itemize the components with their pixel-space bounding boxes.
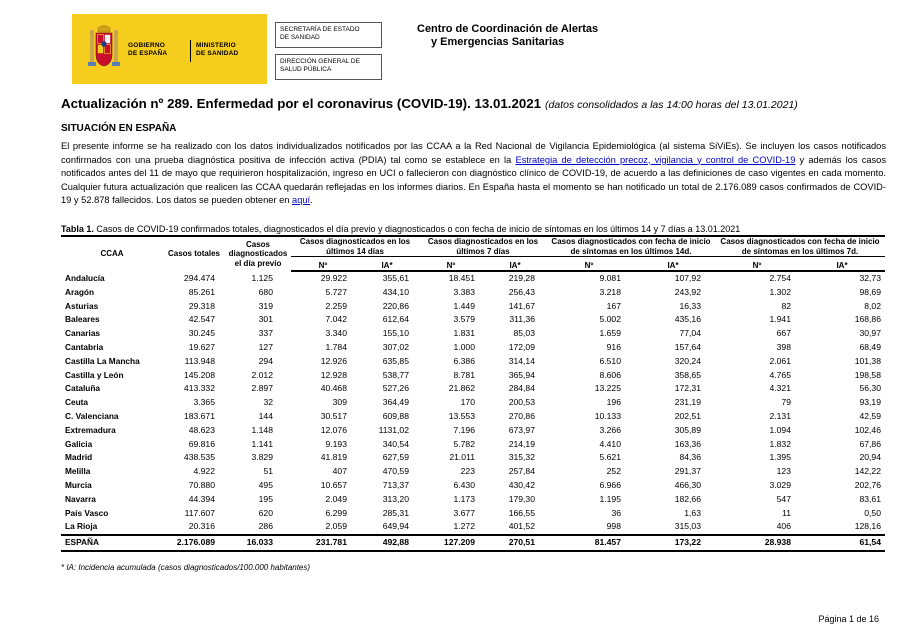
table-cell: 314,14 (508, 355, 535, 366)
table-cell-ccaa: Melilla (65, 466, 91, 477)
table-row (61, 520, 885, 535)
table-cell: 29.318 (188, 300, 215, 311)
table-cell: 231.781 (291, 535, 355, 551)
sub-header-ia: IA* (355, 257, 419, 272)
table-cell: 257,84 (508, 466, 535, 477)
table-cell: 3.677 (453, 507, 475, 518)
table-cell: 85.261 (188, 286, 215, 297)
table-cell: 3.383 (453, 286, 475, 297)
table-cell: 18.451 (448, 273, 475, 283)
table-cell: 307,02 (382, 341, 409, 352)
table-cell: 401,52 (508, 521, 535, 532)
table-cell-ccaa: Baleares (65, 314, 100, 325)
table-row (61, 369, 885, 383)
table-cell: 5.621 (599, 452, 621, 463)
table-cell: 231,19 (674, 397, 701, 408)
table-cell: 2.259 (325, 300, 347, 311)
table-cell: 30.245 (188, 328, 215, 339)
table-cell: 998 (606, 521, 621, 532)
table-cell: 32 (263, 397, 273, 408)
table-cell: 438.535 (183, 452, 215, 463)
table-cell: 202,76 (854, 479, 881, 490)
table-cell: 123 (776, 466, 791, 477)
table-cell: 196 (606, 397, 621, 408)
sub-header-ia: IA* (799, 257, 885, 272)
table-cell: 5.002 (599, 314, 621, 325)
table-cell: 270,86 (508, 410, 535, 421)
header-previo: Casos diagnosticados el día previo (225, 236, 291, 271)
table-cell: 294.474 (183, 272, 215, 283)
table-cell: 56,30 (859, 383, 881, 394)
table-cell: 1.941 (769, 314, 791, 325)
header-14d: Casos diagnosticados en los últimos 14 días (291, 236, 419, 257)
table-cell-ccaa: Canarias (65, 328, 101, 339)
table-cell: 1.125 (251, 272, 273, 283)
table-cell: 12.076 (320, 424, 347, 435)
table-cell: 609,88 (382, 410, 409, 421)
logo-divider (190, 40, 191, 62)
table-cell: 4.410 (599, 438, 621, 449)
table-cell: 219,28 (508, 273, 535, 283)
table-cell: 1131,02 (378, 424, 409, 435)
secretaria-box: SECRETARÍA DE ESTADO DE SANIDAD (275, 22, 382, 48)
table-cell: 168,86 (854, 314, 881, 325)
table-cell: 202,51 (674, 410, 701, 421)
table-cell: 173,22 (631, 535, 715, 551)
table-cell: 40.468 (320, 383, 347, 394)
table-cell: 8.606 (599, 369, 621, 380)
table-cell-ccaa: Ceuta (65, 397, 89, 408)
table-cell: 398 (776, 341, 791, 352)
table-cell: 320,24 (674, 355, 701, 366)
table-cell: 340,54 (382, 438, 409, 449)
table-cell: 10.657 (320, 479, 347, 490)
table-cell-ccaa: Extremadura (65, 424, 116, 435)
table-cell: 358,65 (674, 369, 701, 380)
table-cell: 627,59 (382, 452, 409, 463)
table-cell: 167 (606, 300, 621, 311)
table-cell-ccaa: Asturias (65, 300, 99, 311)
report-title (61, 96, 798, 111)
table-cell: 1.659 (599, 328, 621, 339)
table-cell: 337 (258, 328, 273, 339)
table-cell: 256,43 (508, 286, 535, 297)
table-cell: 1.832 (769, 438, 791, 449)
table-cell: 434,10 (382, 286, 409, 297)
table-cell: 16.033 (225, 535, 291, 551)
table-cell: 69.816 (188, 438, 215, 449)
table-cell: 85,03 (513, 328, 535, 339)
table-cell: 6.430 (453, 479, 475, 490)
table-cell: 1.302 (769, 286, 791, 297)
table-cell: 8.781 (453, 369, 475, 380)
table-row (61, 465, 885, 479)
table-cell: 128,16 (854, 521, 881, 532)
table-cell: 9.081 (599, 273, 621, 283)
table-cell: 2.049 (325, 493, 347, 504)
table-cell: 407 (332, 466, 347, 477)
header-sint7: Casos diagnosticados con fecha de inicio de síntomas en los últimos 7d. (715, 236, 885, 257)
table-cell: 294 (258, 355, 273, 366)
table-cell-ccaa: Cantabria (65, 341, 104, 352)
table-cell: 107,92 (674, 273, 701, 283)
table-cell: 1.784 (325, 341, 347, 352)
report-title-main: Actualización nº 289. Enfermedad por el coronavirus (COVID-19). 13.01.2021 (61, 96, 542, 111)
table-cell: 364,49 (382, 397, 409, 408)
table-cell: 673,97 (508, 424, 535, 435)
table-cell: 305,89 (674, 424, 701, 435)
table-cell: 127 (258, 341, 273, 352)
table-cell: 48.623 (188, 424, 215, 435)
table-cell: 301 (258, 314, 273, 325)
table-row (61, 355, 885, 369)
table-cell: 365,94 (508, 369, 535, 380)
table-cell: 101,38 (854, 355, 881, 366)
table-cell: 68,49 (859, 341, 881, 352)
table-cell: 142,22 (854, 466, 881, 477)
table-cell: 649,94 (382, 521, 409, 532)
table-cell: 620 (258, 507, 273, 518)
table-cell: 2.131 (769, 410, 791, 421)
table-cell-ccaa: Castilla y León (65, 369, 124, 380)
table-cell: 77,04 (679, 328, 701, 339)
table-cell: 13.553 (448, 410, 475, 421)
sub-header-n: Nº (419, 257, 483, 272)
header-totales: Casos totales (163, 236, 225, 271)
table-cell: 319 (258, 300, 273, 311)
table-row (61, 410, 885, 424)
table-cell: 1.148 (251, 424, 273, 435)
table-cell: 406 (776, 521, 791, 532)
table-cell: 83,61 (859, 493, 881, 504)
table-cell: 612,64 (382, 314, 409, 325)
gobierno-label: GOBIERNO DE ESPAÑA (128, 42, 168, 57)
government-logo (72, 14, 267, 84)
header-ccaa: CCAA (61, 236, 163, 271)
table-cell: 127.209 (419, 535, 483, 551)
table-row (61, 493, 885, 507)
table-cell: 117.607 (184, 507, 215, 518)
table-cell: 7.196 (453, 424, 475, 435)
table-cell: 285,31 (382, 507, 409, 518)
table-cell: 195 (258, 493, 273, 504)
table-cell: 3.340 (325, 328, 347, 339)
table-row (61, 382, 885, 396)
table-cell: 315,03 (674, 521, 701, 532)
table-cell: 183.671 (183, 410, 215, 421)
table-cell-ccaa: Castilla La Mancha (65, 355, 140, 366)
table-cell: 6.966 (599, 479, 621, 490)
table-cell: 200,53 (508, 397, 535, 408)
table-row (61, 479, 885, 493)
table-cell: 145.208 (183, 369, 215, 380)
header-sint14: Casos diagnosticados con fecha de inicio de síntomas en los últimos 14d. (547, 236, 715, 257)
table-cell: 495 (258, 479, 273, 490)
table-cell: 2.059 (325, 521, 347, 532)
table-cell: 5.727 (325, 286, 347, 297)
table-cell: 3.829 (251, 452, 273, 463)
table-cell: 309 (332, 397, 347, 408)
table-row (61, 438, 885, 452)
table-cell: 102,46 (854, 424, 881, 435)
table-cell-ccaa: Andalucía (65, 272, 105, 283)
intro-paragraph: El presente informe se ha realizado con los datos individualizados notificados por las CCAA a la Red Nacional de Vigilancia Epidemiológica (al sistema SiViEs). Se incluyen los casos notificados confirmados con una prueba diagnóstica positiva de infección activa (PDIA) tal como se establece en la Estrategia de detección precoz, vigilancia y control de COVID-19 y además los casos notificados antes del 11 de mayo que requirieron hospitalización, ingreso en UCI o fallecieron con diagnóstico clínico de COVID-19, de acuerdo a las definiciones de caso vigentes en cada momento. Cualquier futura actualización que realicen las CCAA quedarán reflejadas en los informes diarios. En España hasta el momento se han notificado un total de 2.176.089 casos confirmados de COVID-19 y 52.878 fallecidos. Los datos se pueden obtener en aquí. (61, 141, 886, 205)
table-cell: 98,69 (859, 286, 881, 297)
table-cell: 155,10 (382, 328, 409, 339)
table-cell: 4.321 (769, 383, 791, 394)
table-cell-ccaa: La Rioja (65, 521, 98, 532)
table-cell: 680 (258, 286, 273, 297)
table-cell: 1,63 (684, 507, 701, 518)
sub-header-n: Nº (715, 257, 799, 272)
table-row (61, 271, 885, 286)
table-cell: 179,30 (508, 493, 535, 504)
table-row (61, 424, 885, 438)
table-cell: 2.897 (251, 383, 273, 394)
table-cell: 1.141 (251, 438, 273, 449)
table-cell: 13.225 (594, 383, 621, 394)
table-cell: 214,19 (508, 438, 535, 449)
table-cell: 198,58 (854, 369, 881, 380)
sub-header-n: Nº (291, 257, 355, 272)
table-cell: 30.517 (320, 410, 347, 421)
table-cell: 1.195 (599, 493, 621, 504)
table-cell-ccaa: Cataluña (65, 383, 101, 394)
table-cell: 435,16 (674, 314, 701, 325)
table-cell: 635,85 (382, 355, 409, 366)
table-cell: 2.176.089 (163, 535, 225, 551)
table-cell: 144 (258, 410, 273, 421)
table-cell: 470,59 (382, 466, 409, 477)
table-cell: 492,88 (355, 535, 419, 551)
table-cell: 916 (606, 341, 621, 352)
table-cell: 1.449 (453, 300, 475, 311)
document-header (72, 14, 872, 84)
table-row (61, 313, 885, 327)
table-cell: 5.782 (453, 438, 475, 449)
strategy-link[interactable]: Estrategia de detección precoz, vigilancia y control de COVID-19 (515, 154, 796, 165)
table-cell: 0,50 (864, 507, 881, 518)
table-cell: 36 (611, 507, 621, 518)
table-cell: 163,36 (674, 438, 701, 449)
table-cell: 2.061 (769, 355, 791, 366)
table-cell: 284,84 (508, 383, 535, 394)
table-cell: 6.510 (599, 355, 621, 366)
table-row (61, 396, 885, 410)
table-cell: 42,59 (859, 410, 881, 421)
table-body (61, 271, 885, 551)
table-cell: 29.922 (320, 273, 347, 283)
table-cell-ccaa: Galicia (65, 438, 93, 449)
table-cell-ccaa: Navarra (65, 493, 96, 504)
table-cell: 2.012 (251, 369, 273, 380)
table-cell: 4.765 (769, 369, 791, 380)
table-cell: 547 (776, 493, 791, 504)
table-cell: 21.862 (448, 383, 475, 394)
table-cell: 157,64 (674, 341, 701, 352)
table-cell: 252 (606, 466, 621, 477)
table-cell: 19.627 (188, 341, 215, 352)
data-link[interactable]: aquí (292, 195, 311, 205)
table-cell: 220,86 (382, 300, 409, 311)
table-cell: 113.948 (184, 355, 215, 366)
table-cell: 3.266 (599, 424, 621, 435)
table-row (61, 300, 885, 314)
table-cell: 84,36 (679, 452, 701, 463)
table-cell: 527,26 (382, 383, 409, 394)
table-cell: 170 (460, 397, 475, 408)
section-heading: SITUACIÓN EN ESPAÑA (61, 123, 177, 134)
table-cell: 3.579 (453, 314, 475, 325)
table-cell: 41.819 (320, 452, 347, 463)
table-cell: 667 (776, 328, 791, 339)
table-cell: 9.193 (325, 438, 347, 449)
table-cell-ccaa: ESPAÑA (61, 535, 163, 551)
table-cell: 166,55 (508, 507, 535, 518)
table-cell: 12.928 (320, 369, 347, 380)
table-cell: 1.000 (453, 341, 475, 352)
table-cell: 1.094 (769, 424, 791, 435)
table-cell: 243,92 (674, 286, 701, 297)
table-row (61, 341, 885, 355)
table-cell: 291,37 (674, 466, 701, 477)
table-cell: 3.029 (769, 479, 791, 490)
table-row (61, 451, 885, 465)
table-cell: 713,37 (382, 479, 409, 490)
table-cell: 67,86 (859, 438, 881, 449)
table-cell: 42.547 (188, 314, 215, 325)
table-cell: 21.011 (449, 452, 475, 463)
table-cell: 413.332 (183, 383, 215, 394)
cases-table (61, 235, 885, 552)
table-cell: 141,67 (508, 300, 535, 311)
centro-title: Centro de Coordinación de Alertas y Emergencias Sanitarias (417, 23, 599, 48)
table-caption: Tabla 1. Casos de COVID-19 confirmados totales, diagnosticados el día previo y diagnosticados o con fecha de inicio de síntomas en los últimos 14 y 7 días a 13.01.2021 (61, 224, 741, 234)
table-cell: 11 (782, 507, 791, 518)
table-cell: 44.394 (188, 493, 215, 504)
table-cell: 223 (460, 466, 475, 477)
table-cell: 466,30 (674, 479, 701, 490)
sub-header-n: Nº (547, 257, 631, 272)
table-cell: 3.218 (599, 286, 621, 297)
page-number: Página 1 de 16 (818, 614, 879, 624)
footnote: * IA: Incidencia acumulada (casos diagnosticados/100.000 habitantes) (61, 563, 311, 572)
table-cell-ccaa: Aragón (65, 286, 95, 297)
table-total-row (61, 535, 885, 551)
table-cell: 61,54 (799, 535, 885, 551)
table-cell: 82 (781, 300, 791, 311)
table-cell: 30,97 (859, 328, 881, 339)
sub-header-ia: IA* (483, 257, 547, 272)
table-cell: 1.831 (453, 328, 475, 339)
table-cell: 3.365 (193, 397, 215, 408)
sub-header-ia: IA* (631, 257, 715, 272)
table-cell: 12.926 (320, 355, 347, 366)
table-cell: 10.133 (594, 410, 621, 421)
table-cell: 538,77 (382, 369, 409, 380)
table-cell-ccaa: Murcia (65, 479, 92, 490)
table-row (61, 286, 885, 300)
table-cell: 172,09 (508, 341, 535, 352)
table-cell: 313,20 (382, 493, 409, 504)
table-cell: 355,61 (382, 273, 409, 283)
table-cell: 93,19 (859, 397, 881, 408)
table-cell: 79 (781, 397, 791, 408)
table-cell: 182,66 (674, 493, 701, 504)
table-cell: 1.272 (453, 521, 475, 532)
table-cell: 286 (258, 521, 273, 532)
table-cell: 1.173 (453, 493, 475, 504)
table-cell: 270,51 (483, 535, 547, 551)
table-row (61, 327, 885, 341)
table-cell: 70.880 (188, 479, 215, 490)
table-cell: 430,42 (508, 479, 535, 490)
direccion-box: DIRECCIÓN GENERAL DE SALUD PÚBLICA (275, 54, 382, 80)
table-cell: 16,33 (679, 300, 701, 311)
header-7d: Casos diagnosticados en los últimos 7 días (419, 236, 547, 257)
table-cell: 4.922 (193, 466, 215, 477)
table-cell: 20,94 (859, 452, 881, 463)
table-cell: 6.386 (453, 355, 475, 366)
table-cell-ccaa: País Vasco (65, 507, 109, 518)
report-title-sub: (datos consolidados a las 14:00 horas del 13.01.2021) (545, 99, 798, 111)
table-cell: 32,73 (859, 273, 881, 283)
table-cell: 51 (263, 466, 273, 477)
table-cell: 1.395 (769, 452, 791, 463)
table-cell: 28.938 (715, 535, 799, 551)
table-cell: 172,31 (674, 383, 701, 394)
table-cell: 2.754 (769, 273, 791, 283)
table-cell: 8,02 (864, 300, 881, 311)
table-cell-ccaa: Madrid (65, 452, 93, 463)
ministerio-label: MINISTERIO DE SANIDAD (196, 42, 239, 57)
table-row (61, 507, 885, 521)
table-cell-ccaa: C. Valenciana (65, 410, 119, 421)
table-cell: 311,36 (509, 314, 535, 325)
table-cell: 7.042 (325, 314, 347, 325)
table-cell: 20.316 (188, 521, 215, 532)
table-cell: 6.299 (325, 507, 347, 518)
coat-of-arms-icon (88, 24, 120, 70)
table-cell: 315,32 (508, 452, 535, 463)
table-cell: 81.457 (547, 535, 631, 551)
